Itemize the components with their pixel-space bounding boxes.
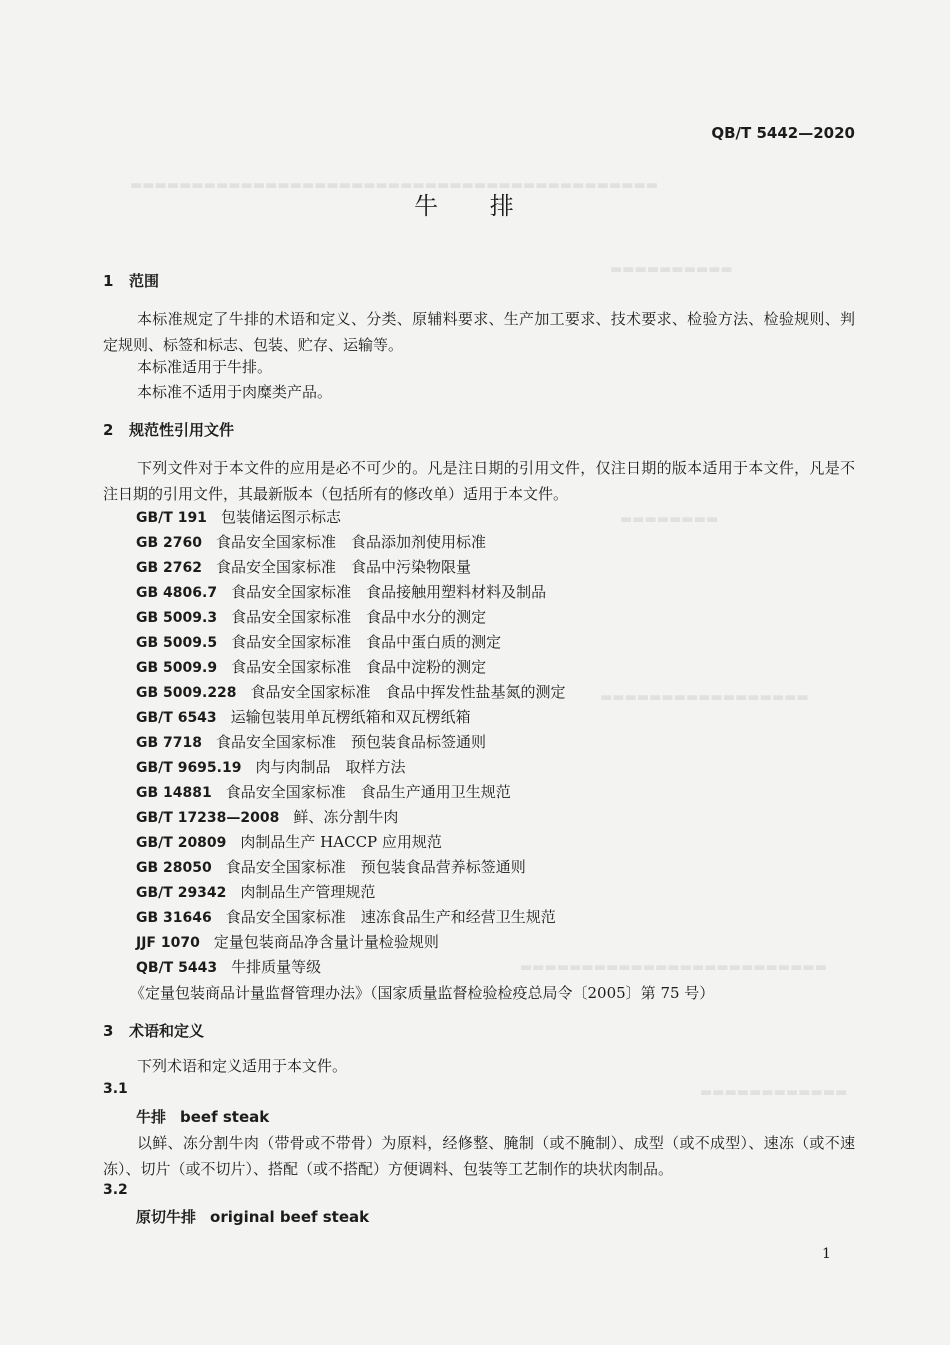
- show-through-text: ▬▬▬▬▬▬▬▬▬▬▬▬▬▬▬▬▬▬▬▬▬▬▬▬▬▬▬▬▬▬▬▬▬▬▬▬▬▬▬▬▬▬▬: [130, 178, 659, 193]
- section-3-heading: [103, 1020, 204, 1041]
- show-through-text: ▬▬▬▬▬▬▬▬▬▬▬▬▬▬▬▬▬: [600, 690, 809, 705]
- reference-item: [136, 556, 471, 577]
- reference-title: 鲜、冻分割牛肉: [293, 808, 399, 826]
- reference-title: 食品安全国家标准 食品中污染物限量: [216, 558, 472, 576]
- section-title: 范围: [129, 272, 160, 290]
- reference-item: [136, 731, 486, 752]
- reference-code: GB/T 191: [136, 510, 207, 526]
- reference-code: GB 5009.228: [136, 685, 237, 701]
- reference-title: 食品安全国家标准 食品中挥发性盐基氮的测定: [250, 683, 566, 701]
- reference-code: GB/T 20809: [136, 835, 227, 851]
- show-through-text: ▬▬▬▬▬▬▬▬▬▬▬▬: [700, 1085, 848, 1100]
- scope-paragraph: 本标准规定了牛排的术语和定义、分类、原辅料要求、生产加工要求、技术要求、检验方法、检验规则、判定规则、标签和标志、包装、贮存、运输等。: [103, 310, 855, 354]
- show-through-text: ▬▬▬▬▬▬▬▬: [620, 512, 719, 527]
- reference-item: [136, 931, 439, 952]
- normative-references-intro: 下列文件对于本文件的应用是必不可少的。凡是注日期的引用文件，仅注日期的版本适用于本文件，凡是不注日期的引用文件，其最新版本（包括所有的修改单）适用于本文件。: [103, 459, 855, 503]
- reference-title: 食品安全国家标准 食品生产通用卫生规范: [225, 783, 511, 801]
- term-en: beef steak: [180, 1108, 270, 1126]
- reference-title: 定量包装商品净含量计量检验规则: [213, 933, 439, 951]
- reference-title: 食品安全国家标准 食品中蛋白质的测定: [231, 633, 502, 651]
- section-title: 术语和定义: [129, 1022, 205, 1040]
- reference-code: GB 28050: [136, 860, 212, 876]
- section-number: 2: [103, 421, 114, 439]
- reference-item: [136, 856, 526, 877]
- section-1-heading: [103, 270, 159, 291]
- term-zh: 牛排: [136, 1108, 167, 1126]
- scope-exclusion: 本标准不适用于肉糜类产品。: [137, 383, 333, 401]
- regulation-reference: 《定量包装商品计量监督管理办法》（国家质量监督检验检疫总局令〔2005〕第 75 号）: [130, 984, 715, 1002]
- reference-code: QB/T 5443: [136, 960, 218, 976]
- reference-item: [136, 781, 511, 802]
- reference-title: 牛排质量等级: [231, 958, 322, 976]
- reference-code: JJF 1070: [136, 935, 200, 951]
- page-number: 1: [822, 1246, 831, 1262]
- reference-item: [136, 831, 442, 852]
- reference-item: [136, 531, 486, 552]
- reference-code: GB 4806.7: [136, 585, 218, 601]
- term-en: original beef steak: [210, 1208, 370, 1226]
- section-number: 1: [103, 272, 114, 290]
- terms-intro: 下列术语和定义适用于本文件。: [137, 1057, 348, 1075]
- reference-item: [136, 506, 341, 527]
- reference-code: GB/T 9695.19: [136, 760, 242, 776]
- document-title: 牛 排: [414, 192, 536, 220]
- term-definition: 以鲜、冻分割牛肉（带骨或不带骨）为原料，经修整、腌制（或不腌制）、成型（或不成型）、速冻（或不速冻）、切片（或不切片）、搭配（或不搭配）方便调料、包装等工艺制作的块状肉制品。: [103, 1134, 855, 1178]
- reference-title: 食品安全国家标准 食品中淀粉的测定: [231, 658, 487, 676]
- term-heading: [136, 1206, 369, 1227]
- reference-title: 食品安全国家标准 食品添加剂使用标准: [216, 533, 487, 551]
- reference-title: 肉制品生产 HACCP 应用规范: [240, 833, 442, 851]
- reference-title: 食品安全国家标准 预包装食品营养标签通则: [225, 858, 526, 876]
- reference-code: GB 2760: [136, 535, 203, 551]
- reference-item: [136, 606, 486, 627]
- reference-title: 食品安全国家标准 速冻食品生产和经营卫生规范: [225, 908, 556, 926]
- show-through-text: ▬▬▬▬▬▬▬▬▬▬▬▬▬▬▬▬▬▬▬▬▬▬▬▬▬: [520, 960, 828, 975]
- reference-code: GB/T 29342: [136, 885, 227, 901]
- term-zh: 原切牛排: [136, 1208, 197, 1226]
- reference-title: 食品安全国家标准 预包装食品标签通则: [216, 733, 487, 751]
- standard-code: QB/T 5442—2020: [711, 124, 855, 142]
- section-title: 规范性引用文件: [129, 421, 235, 439]
- reference-code: GB 7718: [136, 735, 203, 751]
- reference-item: [136, 681, 566, 702]
- reference-item: [136, 706, 471, 727]
- reference-code: GB/T 6543: [136, 710, 217, 726]
- reference-code: GB 14881: [136, 785, 212, 801]
- term-heading: [136, 1106, 269, 1127]
- reference-item: [136, 581, 546, 602]
- reference-code: GB 2762: [136, 560, 203, 576]
- section-number: 3: [103, 1022, 114, 1040]
- section-2-heading: [103, 419, 234, 440]
- reference-code: GB 5009.5: [136, 635, 218, 651]
- reference-item: [136, 881, 375, 902]
- reference-title: 运输包装用单瓦楞纸箱和双瓦楞纸箱: [230, 708, 471, 726]
- reference-item: [136, 756, 405, 777]
- clause-number: 3.1: [103, 1081, 128, 1097]
- reference-title: 肉与肉制品 取样方法: [255, 758, 406, 776]
- reference-code: GB/T 17238—2008: [136, 810, 280, 826]
- reference-code: GB 5009.9: [136, 660, 218, 676]
- reference-code: GB 31646: [136, 910, 212, 926]
- reference-title: 肉制品生产管理规范: [240, 883, 376, 901]
- scope-applicability: 本标准适用于牛排。: [137, 358, 273, 376]
- reference-title: 包装储运图示标志: [220, 508, 341, 526]
- reference-item: [136, 656, 486, 677]
- reference-title: 食品安全国家标准 食品接触用塑料材料及制品: [231, 583, 547, 601]
- reference-item: [136, 631, 501, 652]
- clause-number: 3.2: [103, 1182, 128, 1198]
- show-through-text: ▬▬▬▬▬▬▬▬▬▬: [610, 262, 733, 277]
- reference-title: 食品安全国家标准 食品中水分的测定: [231, 608, 487, 626]
- reference-item: [136, 956, 321, 977]
- reference-code: GB 5009.3: [136, 610, 218, 626]
- reference-item: [136, 906, 556, 927]
- reference-item: [136, 806, 398, 827]
